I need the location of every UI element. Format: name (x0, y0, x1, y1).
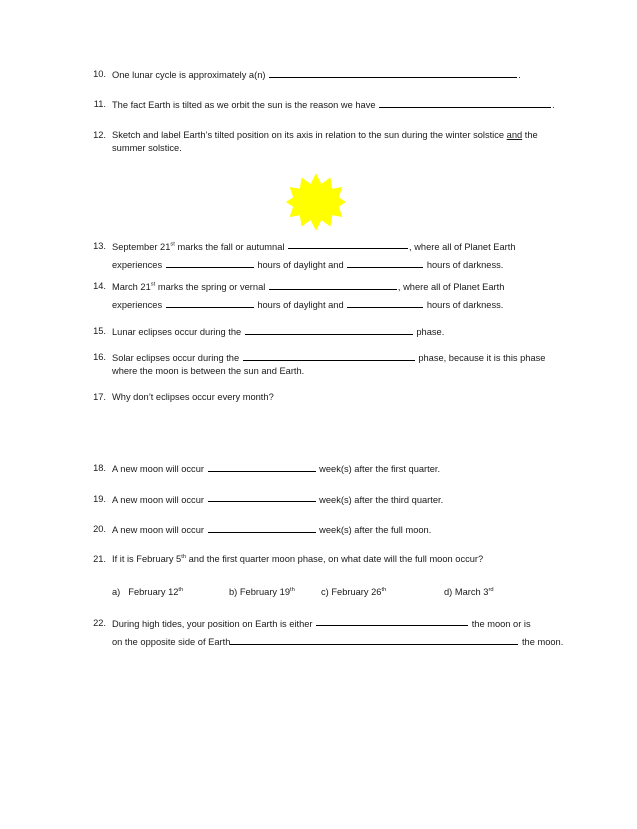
choice-c[interactable] (321, 587, 386, 597)
question-16-after: phase, because it is this phase (418, 352, 546, 363)
question-13-answer-blank-3[interactable] (347, 258, 423, 268)
choice-b-text: February 19 (239, 586, 291, 597)
question-17-text: Why don’t eclipses occur every month? (112, 391, 274, 402)
spacer (86, 603, 564, 617)
choice-c-ordinal-suffix: th (381, 586, 387, 593)
question-12-body (112, 129, 564, 156)
question-11 (86, 98, 564, 112)
question-13-cont-lead: experiences (112, 259, 163, 270)
worksheet-content (86, 68, 564, 649)
question-12-line1: Sketch and label Earth’s tilted position on its axis in relation to the sun during the winter solstice (112, 129, 505, 140)
question-15-answer-blank[interactable] (245, 325, 413, 335)
choice-d-label: d) (444, 586, 453, 597)
question-20-text: A new moon will occur (112, 524, 204, 535)
question-13 (86, 240, 564, 254)
question-17 (86, 391, 564, 404)
question-21-text-a: If it is February 5 (112, 554, 182, 565)
question-10-body (112, 68, 564, 82)
question-20-after: week(s) after the full moon. (319, 524, 432, 535)
question-10-answer-blank[interactable] (269, 68, 517, 78)
question-18-text: A new moon will occur (112, 464, 204, 475)
question-13-number: 13. (93, 240, 106, 251)
question-10-number: 10. (93, 69, 106, 79)
sun-figure-area (86, 168, 564, 240)
sun-icon (282, 172, 350, 232)
spacer (86, 507, 564, 523)
question-19-text: A new moon will occur (112, 494, 204, 505)
spacer (86, 313, 564, 325)
choice-d-ordinal-suffix: rd (488, 586, 494, 593)
choice-b[interactable] (229, 587, 295, 597)
question-13-lead: September 21 (112, 241, 171, 252)
question-15-number: 15. (93, 325, 106, 336)
question-13-cont-end: hours of darkness. (426, 259, 504, 270)
question-14-lead-rest: marks the spring or vernal (155, 281, 266, 292)
question-14-number: 14. (93, 281, 106, 292)
choice-b-ordinal-suffix: th (290, 586, 295, 593)
spacer (86, 272, 564, 280)
question-16 (86, 351, 564, 379)
question-13-after: , where all of Planet Earth (409, 241, 516, 252)
question-21-choices (86, 587, 564, 603)
question-11-text: The fact Earth is tilted as we orbit the sun is the reason we have (112, 100, 376, 111)
question-14-body (112, 280, 564, 294)
question-19 (86, 493, 564, 507)
question-19-number: 19. (93, 493, 106, 504)
question-20-answer-blank[interactable] (208, 523, 316, 533)
spacer (86, 339, 564, 351)
question-22-after: the moon or is (471, 618, 531, 629)
choice-a-ordinal-suffix: th (178, 586, 184, 593)
question-16-body (112, 351, 564, 379)
question-15-after: phase. (416, 326, 445, 337)
question-22 (86, 617, 564, 631)
question-21-text-b: and the first quarter moon phase, on what date will the full moon occur? (186, 554, 484, 565)
question-18-body (112, 462, 564, 476)
choice-a-text: February 12 (128, 586, 179, 597)
question-11-body (112, 98, 564, 112)
question-13-answer-blank-1[interactable] (288, 240, 408, 250)
question-14-lead: March 21 (112, 281, 151, 292)
question-14-answer-blank-3[interactable] (347, 298, 423, 308)
question-21-number: 21. (93, 554, 106, 565)
question-13-ordinal-suffix: st (170, 241, 175, 248)
question-13-answer-blank-2[interactable] (166, 258, 254, 268)
choice-a-label: a) (112, 586, 121, 597)
question-22-body (112, 617, 564, 631)
question-20 (86, 523, 564, 537)
question-19-after: week(s) after the third quarter. (319, 494, 444, 505)
question-12-number: 12. (93, 129, 106, 140)
question-19-answer-blank[interactable] (208, 493, 316, 503)
choice-c-label: c) (321, 586, 329, 597)
question-16-answer-blank[interactable] (243, 351, 415, 361)
question-13-cont-mid: hours of daylight and (257, 259, 344, 270)
question-18 (86, 462, 564, 476)
question-19-body (112, 493, 564, 507)
question-18-answer-blank[interactable] (208, 462, 316, 472)
question-14-ordinal-suffix: st (150, 281, 156, 288)
question-13-lead-rest: marks the fall or autumnal (174, 241, 285, 252)
question-14-continuation (86, 298, 564, 312)
spacer (86, 379, 564, 391)
question-22-continuation (86, 635, 564, 649)
question-14-answer-blank-2[interactable] (166, 298, 254, 308)
question-18-number: 18. (93, 463, 106, 474)
question-15-text: Lunar eclipses occur during the (112, 326, 242, 337)
question-21-body (112, 553, 564, 566)
question-12-and-underlined: and (506, 129, 523, 140)
question-22-cont-end: the moon. (521, 636, 564, 647)
question-14-cont-mid: hours of daylight and (257, 300, 344, 311)
question-11-answer-blank[interactable] (379, 98, 551, 108)
spacer (86, 82, 564, 98)
question-14-cont-lead: experiences (112, 300, 163, 311)
question-10-text: One lunar cycle is approximately a(n) (112, 69, 266, 80)
question-12 (86, 129, 564, 156)
spacer (86, 537, 564, 553)
question-11-period: . (552, 100, 555, 111)
spacer (86, 567, 564, 587)
question-16-line2: where the moon is between the sun and Earth. (112, 366, 305, 377)
question-22-number: 22. (93, 617, 106, 628)
question-14 (86, 280, 564, 294)
spacer (86, 156, 564, 168)
answer-space-17 (86, 404, 564, 462)
question-22-answer-blank-1[interactable] (316, 617, 468, 627)
question-22-answer-blank-2[interactable] (230, 635, 518, 645)
question-21-ordinal-suffix: th (181, 554, 187, 561)
question-20-body (112, 523, 564, 537)
question-12-line2-rest: the summer solstice. (112, 129, 538, 154)
choice-d-text: March 3 (454, 586, 489, 597)
question-15 (86, 325, 564, 339)
question-11-number: 11. (93, 99, 106, 110)
question-20-number: 20. (93, 523, 106, 534)
question-10 (86, 68, 564, 82)
question-21 (86, 553, 564, 566)
spacer (86, 477, 564, 493)
question-13-body (112, 240, 564, 254)
question-22-text: During high tides, your position on Earth is either (112, 618, 313, 629)
spacer (86, 113, 564, 129)
question-16-text: Solar eclipses occur during the (112, 352, 240, 363)
question-15-body (112, 325, 564, 339)
question-14-answer-blank-1[interactable] (269, 280, 397, 290)
question-14-cont-end: hours of darkness. (426, 300, 504, 311)
question-17-number: 17. (93, 391, 106, 402)
question-22-cont-lead: on the opposite side of Earth (112, 636, 231, 647)
choice-a[interactable] (112, 587, 183, 597)
question-16-number: 16. (93, 352, 106, 363)
question-13-continuation (86, 258, 564, 272)
choice-c-text: February 26 (331, 586, 382, 597)
question-14-after: , where all of Planet Earth (397, 281, 505, 292)
question-18-after: week(s) after the first quarter. (319, 464, 441, 475)
choice-d[interactable] (444, 587, 494, 597)
question-10-period: . (518, 69, 521, 80)
choice-b-label: b) (229, 586, 238, 597)
